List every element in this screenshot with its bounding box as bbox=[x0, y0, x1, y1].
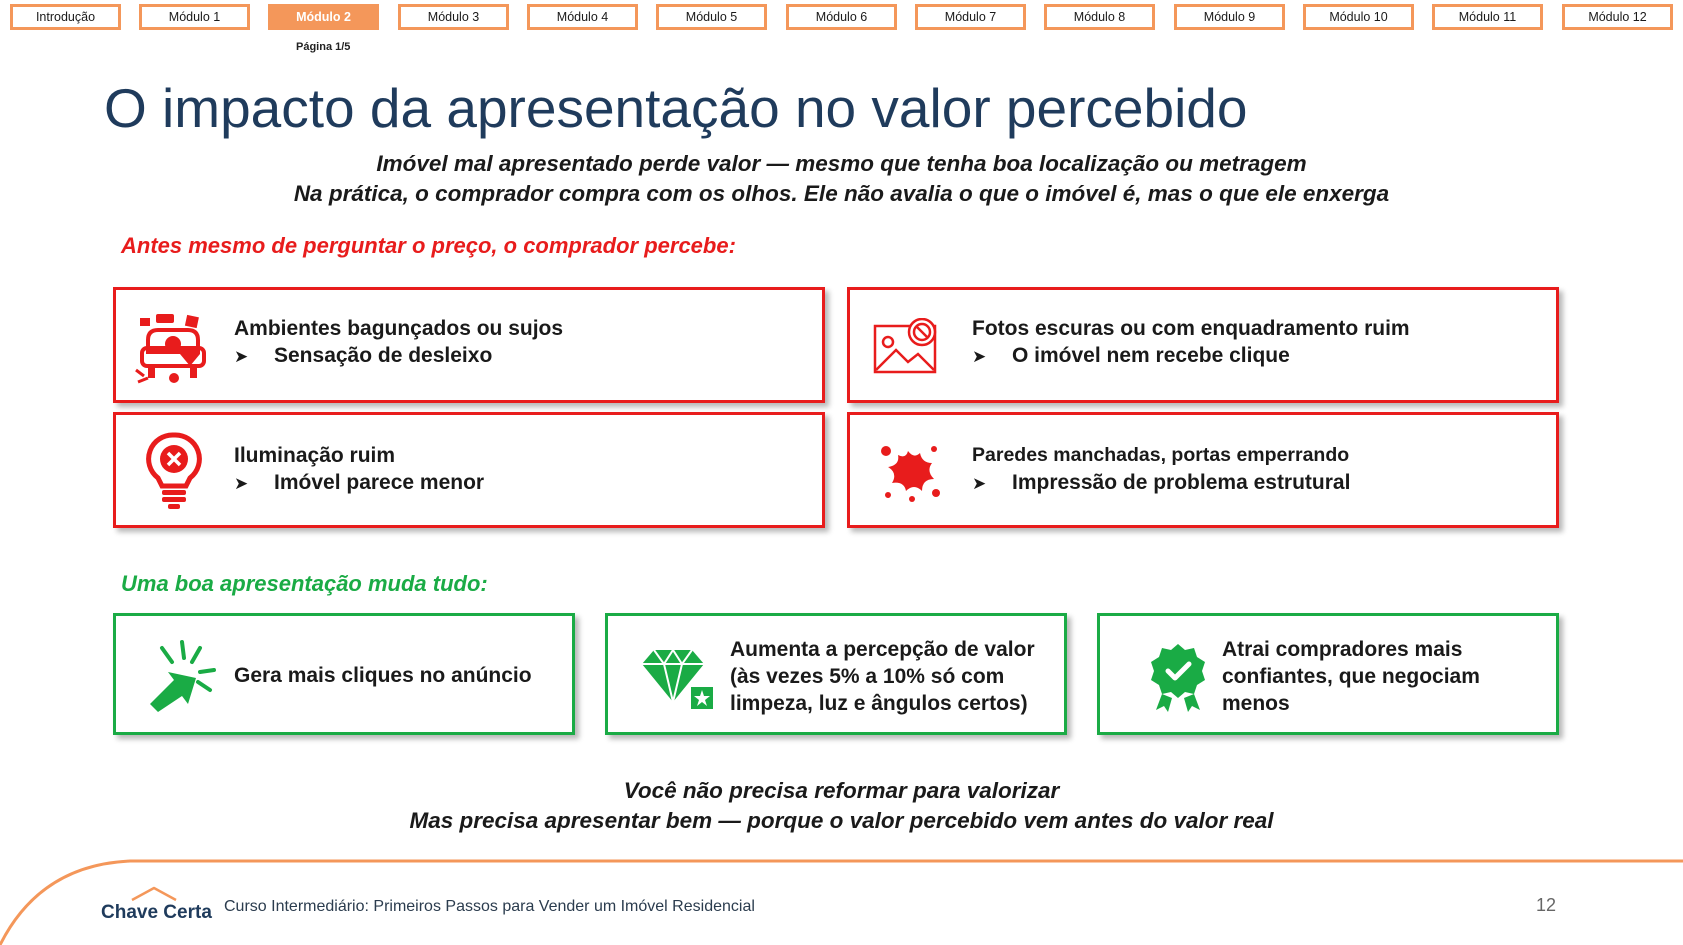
slide-title: O impacto da apresentação no valor percebido bbox=[104, 77, 1248, 139]
lightbulb-off-icon bbox=[146, 432, 202, 510]
card-bullet-text: O imóvel nem recebe clique bbox=[1012, 344, 1290, 367]
card-title: Ambientes bagunçados ou sujos bbox=[234, 317, 564, 340]
benefit-card-text bbox=[1222, 636, 1480, 717]
tab-modulo-1[interactable]: Módulo 1 bbox=[139, 4, 250, 30]
problem-card-text bbox=[234, 315, 563, 370]
benefit-card-buyers bbox=[1097, 613, 1559, 735]
card-bullet-text: Imóvel parece menor bbox=[274, 471, 485, 494]
module-nav bbox=[8, 4, 1683, 34]
problem-card-lighting bbox=[113, 412, 825, 528]
stain-splash-icon bbox=[878, 439, 942, 503]
course-title: Curso Intermediário: Primeiros Passos para Vender um Imóvel Residencial bbox=[224, 898, 755, 915]
tab-modulo-6[interactable]: Módulo 6 bbox=[786, 4, 897, 30]
arrow-bullet-icon: ➤ bbox=[972, 347, 987, 366]
card-line: confiantes, que negociam bbox=[1222, 665, 1480, 688]
arrow-bullet-icon: ➤ bbox=[234, 347, 249, 366]
benefit-card-clicks bbox=[113, 613, 575, 735]
card-title: Paredes manchadas, portas emperrando bbox=[972, 444, 1350, 466]
tab-modulo-2[interactable]: Módulo 2 bbox=[268, 4, 379, 30]
card-bullet bbox=[972, 469, 1350, 497]
tab-modulo-8[interactable]: Módulo 8 bbox=[1044, 4, 1155, 30]
problem-card-text bbox=[234, 442, 484, 497]
card-line: (às vezes 5% a 10% só com bbox=[730, 665, 1005, 688]
problem-card-messy bbox=[113, 287, 825, 403]
card-line: menos bbox=[1222, 692, 1290, 715]
broken-photo-icon bbox=[872, 318, 940, 376]
tab-modulo-4[interactable]: Módulo 4 bbox=[527, 4, 638, 30]
problem-card-walls bbox=[847, 412, 1559, 528]
benefit-card-text bbox=[730, 636, 1035, 717]
arrow-bullet-icon: ➤ bbox=[234, 474, 249, 493]
card-line: limpeza, luz e ângulos certos) bbox=[730, 692, 1028, 715]
benefit-card-value bbox=[605, 613, 1067, 735]
card-bullet-text: Sensação de desleixo bbox=[274, 344, 493, 367]
tab-modulo-5[interactable]: Módulo 5 bbox=[656, 4, 767, 30]
cursor-click-icon bbox=[144, 638, 220, 714]
tab-modulo-9[interactable]: Módulo 9 bbox=[1174, 4, 1285, 30]
card-bullet bbox=[972, 342, 1410, 370]
card-title: Fotos escuras ou com enquadramento ruim bbox=[972, 317, 1410, 340]
problem-card-text bbox=[972, 315, 1410, 370]
arrow-bullet-icon: ➤ bbox=[972, 474, 987, 493]
tab-modulo-12[interactable]: Módulo 12 bbox=[1562, 4, 1673, 30]
subtitle-line-2: Na prática, o comprador compra com os olhos. Ele não avalia o que o imóvel é, mas o que ele enxerga bbox=[293, 181, 1390, 206]
problem-card-text bbox=[972, 442, 1350, 497]
card-title: Iluminação ruim bbox=[234, 444, 396, 467]
diamond-icon bbox=[638, 646, 718, 712]
card-line: Atrai compradores mais bbox=[1222, 638, 1463, 661]
subtitle-line-1: Imóvel mal apresentado perde valor — mesmo que tenha boa localização ou metragem bbox=[376, 151, 1307, 176]
benefit-card-text bbox=[234, 662, 532, 689]
tab-modulo-11[interactable]: Módulo 11 bbox=[1432, 4, 1543, 30]
card-bullet bbox=[234, 469, 484, 497]
closing-line-2: Mas precisa apresentar bem — porque o valor percebido vem antes do valor real bbox=[409, 808, 1274, 833]
badge-check-icon bbox=[1148, 642, 1208, 714]
card-line: Aumenta a percepção de valor bbox=[730, 638, 1035, 661]
tab-introducao[interactable]: Introdução bbox=[10, 4, 121, 30]
tab-modulo-7[interactable]: Módulo 7 bbox=[915, 4, 1026, 30]
card-bullet bbox=[234, 342, 563, 370]
good-section-label: Uma boa apresentação muda tudo: bbox=[121, 571, 488, 596]
before-section-label: Antes mesmo de perguntar o preço, o comprador percebe: bbox=[121, 233, 736, 258]
closing-line-1: Você não precisa reformar para valorizar bbox=[623, 778, 1060, 803]
page-number: 12 bbox=[1536, 895, 1557, 915]
tab-modulo-10[interactable]: Módulo 10 bbox=[1303, 4, 1414, 30]
problem-card-photos bbox=[847, 287, 1559, 403]
card-line: Gera mais cliques no anúncio bbox=[234, 664, 532, 687]
tab-modulo-3[interactable]: Módulo 3 bbox=[398, 4, 509, 30]
page-indicator: Página 1/5 bbox=[296, 41, 351, 53]
card-bullet-text: Impressão de problema estrutural bbox=[1012, 471, 1351, 494]
brand-logo-text: Chave Certa bbox=[101, 902, 212, 923]
messy-room-icon bbox=[134, 310, 212, 386]
